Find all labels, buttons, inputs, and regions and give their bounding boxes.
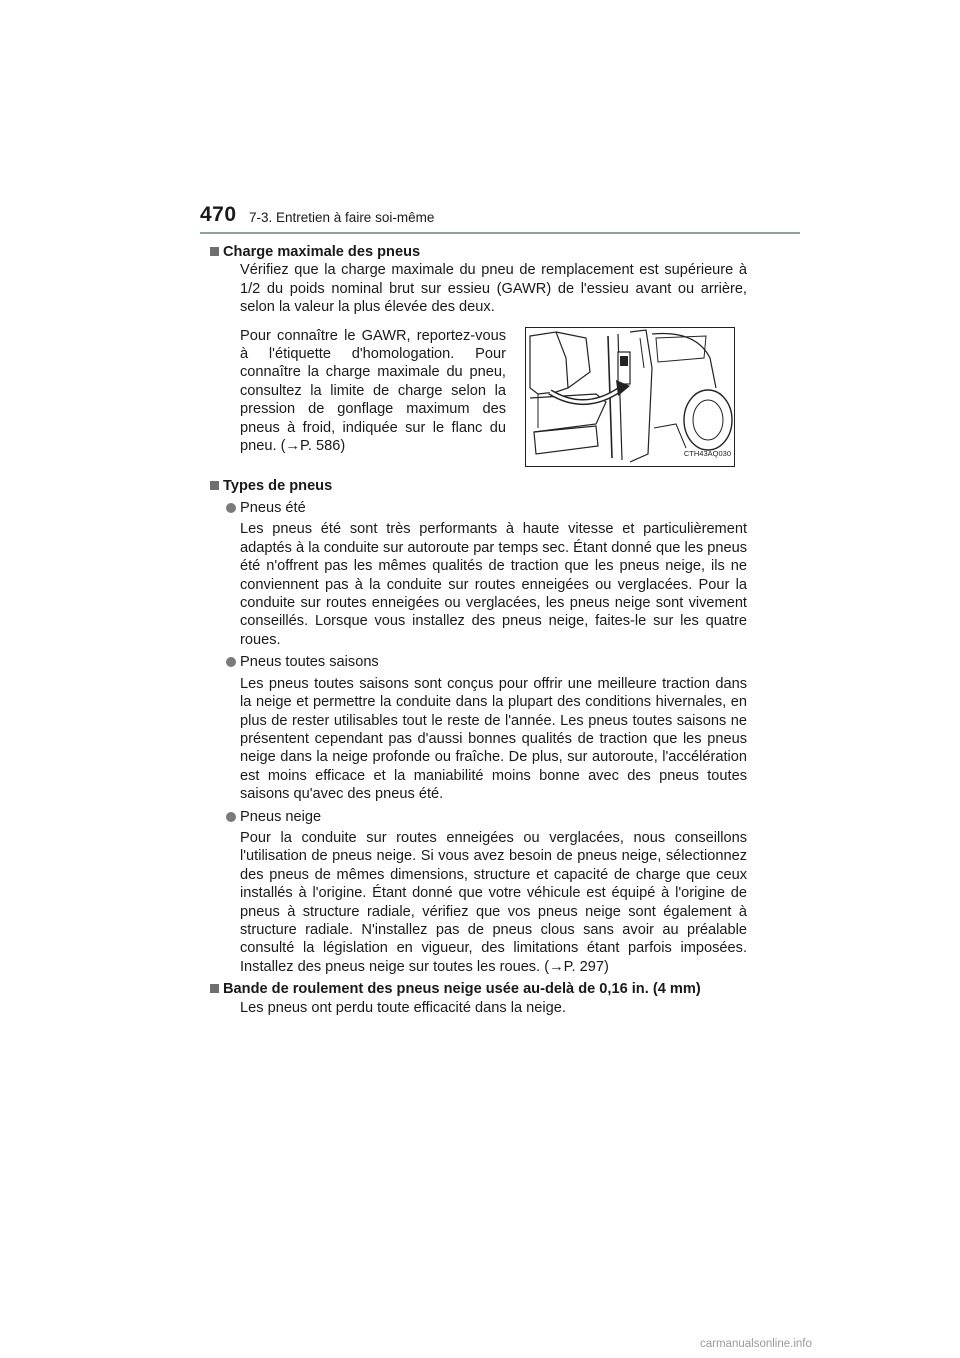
charge-figure-row xyxy=(240,327,747,467)
square-bullet-icon xyxy=(210,984,219,993)
charge-paragraph: Vérifiez que la charge maximale du pneu de remplacement est supérieure à 1/2 du poids nominal brut sur essieu (GAWR) de l'essieu avant ou arrière, selon la valeur la plus élevée des deux. xyxy=(240,262,747,316)
square-bullet-icon xyxy=(210,481,219,490)
header-rule xyxy=(200,232,800,234)
snow-paragraph: Pour la conduite sur routes enneigées ou verglacées, nous conseillons l'utilisation de pneus neige. Si vous avez besoin de pneus neige, sélectionnez des pneus de mêmes dimensions, structure et capacité de charge que ceux installés à l'origine. Étant donné que votre véhicule est équipé à l'origine de pneus à structure radiale, vérifiez que vos pneus neige sont également à structure radiale. N'installez pas de pneus clous sans avoir au préalable consulté la législation en vigueur, des limitations étant parfois imposées. Installez des pneus neige sur toutes les roues. (→P. 297) xyxy=(240,829,747,975)
round-bullet-icon xyxy=(226,503,236,513)
page-number: 470 xyxy=(200,203,237,226)
figure-code: CTH43AQ030 xyxy=(683,449,731,459)
list-item-summer xyxy=(225,499,747,517)
certification-label-illustration xyxy=(525,327,735,467)
list-item-label: Pneus neige xyxy=(240,808,322,825)
round-bullet-icon xyxy=(226,812,236,822)
summer-paragraph: Les pneus été sont très performants à haute vitesse et particulièrement adaptés à la conduite sur autoroute par temps sec. Étant donné que les pneus été n'offrent pas les mêmes qualités de traction que les pneus neige, ils ne conviennent pas à la conduite sur routes enneigées ou verglacées. Pour la conduite sur routes enneigées ou verglacées, les pneus neige sont vivement conseillés. Lorsque vous installez des pneus neige, faites-le sur les quatre roues. xyxy=(240,521,747,648)
square-bullet-icon xyxy=(210,247,219,256)
list-item-label: Pneus toutes saisons xyxy=(240,654,379,671)
list-item-snow xyxy=(225,808,747,826)
heading-types-text: Types de pneus xyxy=(223,477,333,494)
round-bullet-icon xyxy=(226,657,236,667)
section-title: 7-3. Entretien à faire soi-même xyxy=(249,210,435,225)
heading-tread-text: Bande de roulement des pneus neige usée au-delà de 0,16 in. (4 mm) xyxy=(223,981,701,998)
watermark: carmanualsonline.info xyxy=(700,1338,812,1350)
page-header xyxy=(200,203,800,235)
heading-charge-text: Charge maximale des pneus xyxy=(223,244,421,260)
list-item-label: Pneus été xyxy=(240,500,306,517)
all-season-paragraph: Les pneus toutes saisons sont conçus pour offrir une meilleure traction dans la neige et permettre la conduite dans la plupart des conditions hivernales, en plus de rester utilisables tout le reste de l'année. Les pneus toutes saisons ne présentent cependant pas d'aussi bonnes qualités de traction que les pneus neige dans la neige profonde ou fraîche. De plus, sur autoroute, l'accélération est moins efficace et la maniabilité moins bonne avec des pneus toutes saisons qu'avec des pneus été. xyxy=(240,675,747,803)
tread-paragraph: Les pneus ont perdu toute efficacité dans la neige. xyxy=(240,999,566,1016)
heading-tread xyxy=(210,980,747,998)
gawr-paragraph: Pour connaître le GAWR, reportez-vous à l'étiquette d'homologation. Pour connaître la charge maximale du pneu, consultez la limite de charge selon la pression de gonflage maximum des pneus à froid, indiquée sur le flanc du pneu. (→P. 586) xyxy=(240,327,506,455)
page-content xyxy=(210,243,747,1017)
list-item-all-season xyxy=(225,653,747,671)
heading-types xyxy=(210,477,747,495)
heading-charge xyxy=(210,243,747,261)
